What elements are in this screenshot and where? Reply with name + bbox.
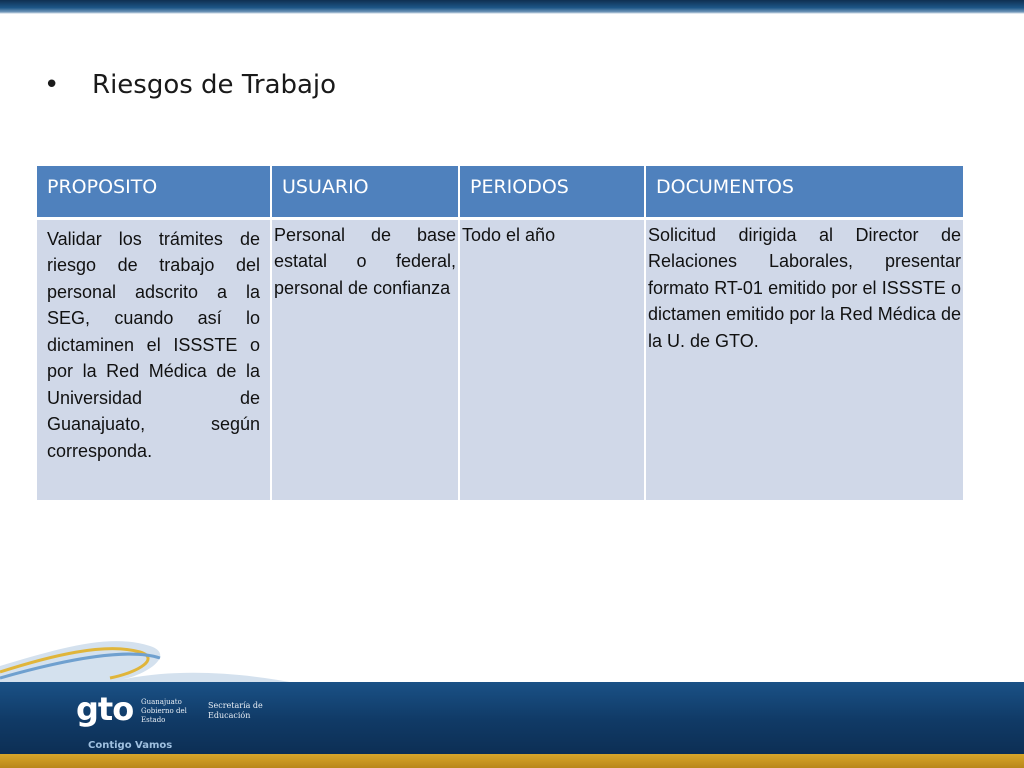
riesgos-table [37,166,963,500]
header-proposito: PROPOSITO [37,166,271,218]
gobierno-label: Guanajuato Gobierno del Estado [141,698,187,724]
gto-logo: gto [76,690,134,728]
slide-heading [44,70,336,100]
cell-proposito: Validar los trámites de riesgo de trabajo del personal adscrito a la SEG, cuando así lo dictaminen el ISSSTE o por la Red Médica de la Universidad de Guanajuato, según corresponda. [37,218,271,500]
top-banner-bar [0,0,1024,14]
cell-periodos: Todo el año [459,218,645,500]
heading-text: Riesgos de Trabajo [92,70,337,100]
cell-usuario: Personal de base estatal o federal, personal de confianza [271,218,459,500]
slogan-label: Contigo Vamos [88,740,173,751]
header-periodos: PERIODOS [459,166,645,218]
header-documentos: DOCUMENTOS [645,166,963,218]
bullet-icon: • [44,70,60,100]
table-header-row [37,166,963,218]
header-usuario: USUARIO [271,166,459,218]
cell-documentos: Solicitud dirigida al Director de Relaciones Laborales, presentar formato RT-01 emitido por el ISSSTE o dictamen emitido por la Red Médica de la U. de GTO. [645,218,963,500]
secretaria-label: Secretaría de Educación [208,701,263,720]
footer-gold-strip [0,754,1024,768]
table-row [37,218,963,500]
footer-banner [0,628,1024,768]
